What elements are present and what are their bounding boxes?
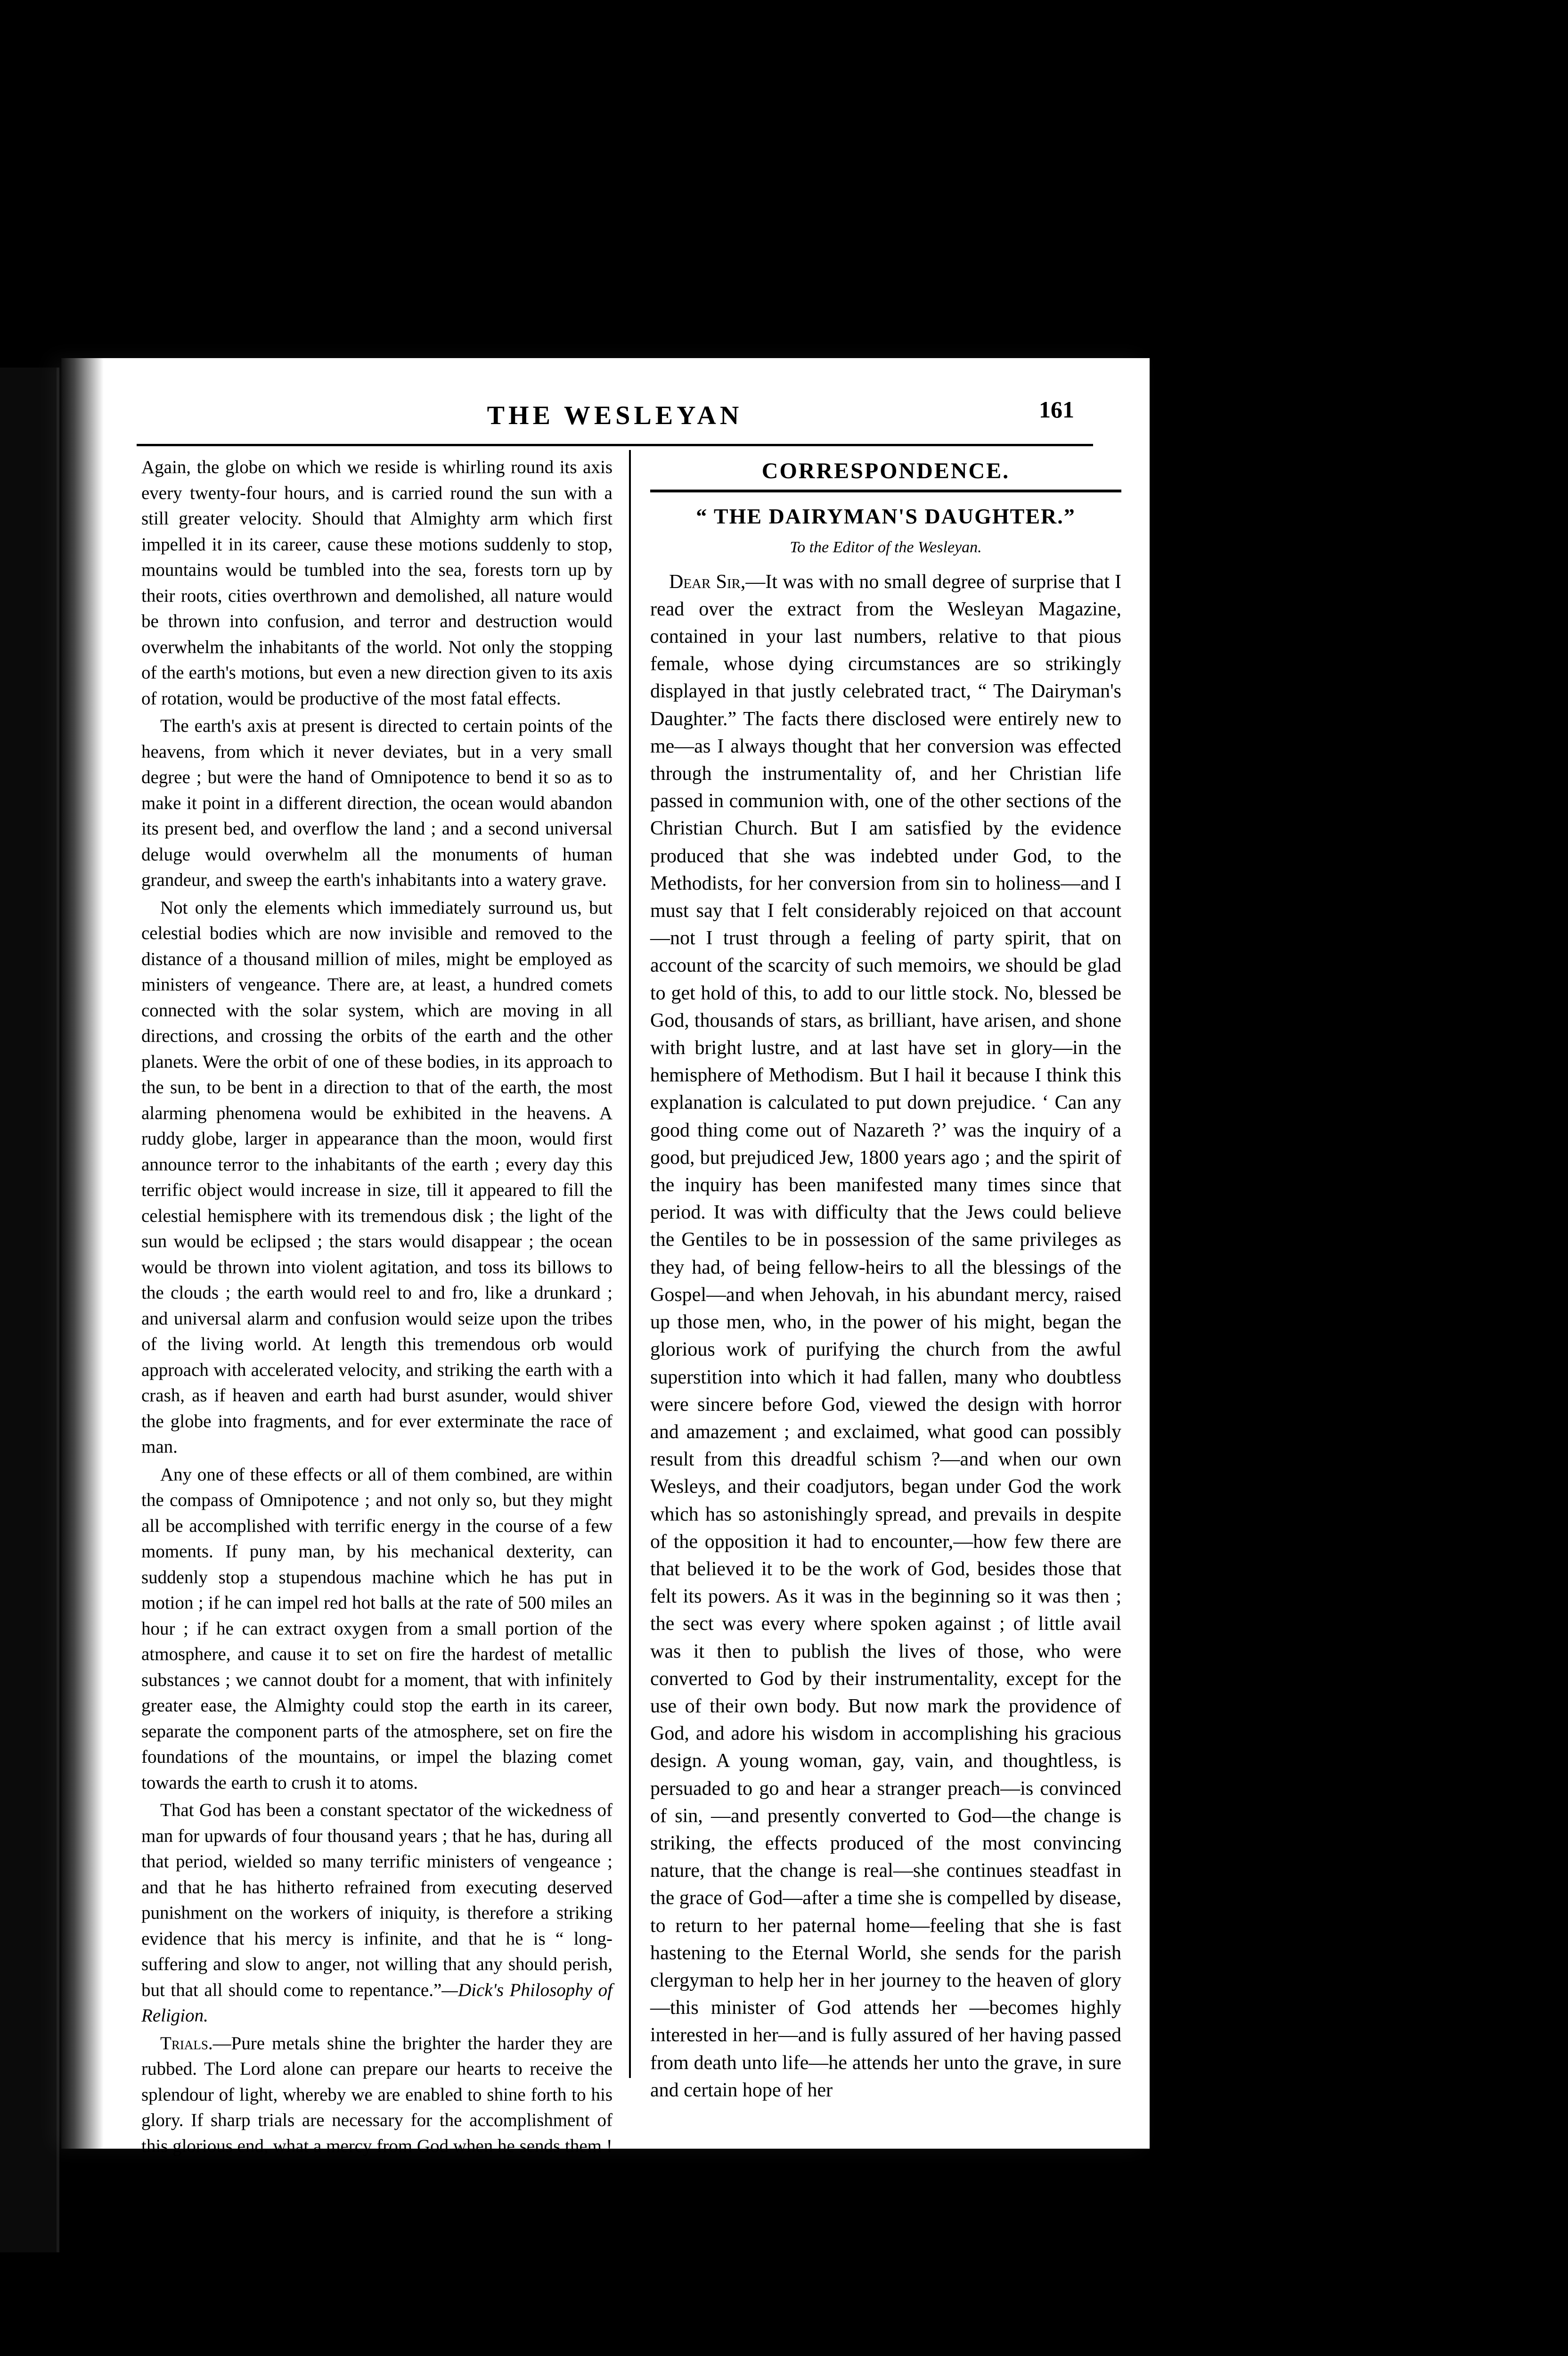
column-divider	[629, 450, 631, 2078]
paragraph-trials	[141, 2031, 612, 2160]
paragraph-omnipotence: Any one of these effects or all of them combined, are within the compass of Omnipotence ; and not only so, but they might all be accomplished with terrific energy in the course of a few moments. If puny man, by his mechanical dexterity, can suddenly stop a stupendous machine which he has put in motion ; if he can impel red hot balls at the rate of 500 miles an hour ; if he can extract oxygen from a small portion of the atmosphere, and cause it to set on fire the hardest of metallic substances ; we cannot doubt for a moment, that with infinitely greater ease, the Almighty could stop the earth in its career, separate the component parts of the atmosphere, set on fire the foundations of the mountains, or impel the blazing comet towards the earth to crush it to atoms.	[141, 1464, 612, 1793]
left-column	[141, 455, 612, 2156]
paragraph-long-suffering-text: That God has been a constant spectator of the wickedness of man for upwards of four thousand years ; that he has, during all that period, wielded so many terrific ministers of vengeance ; and that he has hitherto refrained from executing deserved punishment on the workers of iniquity, is therefore a striking evidence that his mercy is infinite, and that he is “ long-suffering and slow to anger, not willing that any should perish, but that all should come to repentance.”	[141, 1800, 612, 2000]
bleed-through-text	[13, 424, 32, 2168]
paragraph-comets: Not only the elements which immediately surround us, but celestial bodies which are now invisible and removed to the distance of a thousand million of miles, might be employed as ministers of vengeance. There are, at least, a hundred comets connected with the solar system, which are moving in all directions, and crossing the orbits of the earth and the other planets. Were the orbit of one of these bodies, in its approach to the sun, to be bent in a direction to that of the earth, the most alarming phenomena would be exhibited in the heavens. A ruddy globe, larger in appearance than the moon, would first announce terror to the inhabitants of the earth ; every day this terrific object would increase in size, till it appeared to fill the celestial hemisphere with its tremendous disk ; the light of the sun would be eclipsed ; the stars would disappear ; the ocean would be thrown into violent agitation, and toss its billows to the clouds ; the earth would reel to and fro, like a drunkard ; and universal alarm and confusion would seize upon the tribes of the living world. At length this tremendous orb would approach with accelerated velocity, and striking the earth with a crash, as if heaven and earth had burst asunder, would shiver the globe into fragments, and for ever exterminate the race of man.	[141, 897, 612, 1457]
right-column	[650, 455, 1121, 2101]
salutation: Dear Sir,	[669, 571, 746, 593]
page-number: 161	[1039, 396, 1074, 423]
header-rule	[137, 444, 1093, 446]
letter-text: —It was with no small degree of surprise that I read over the extract from the Wesleyan Magazine, contained in your last numbers, relative to that pious female, whose dying circumstances are so strikingly displayed in that justly celebrated tract, “ The Dairyman's Daughter.” The facts there disclosed were entirely new to me—as I always thought that her conversion was effected through the instrumentality of, and her Christian life passed in communion with, one of the other sections of the Christian Church. But I am satisfied by the evidence produced that she was indebted under God, to the Methodists, for her conversion from sin to holiness—and I must say that I felt considerably rejoiced on that account —not I trust through a feeling of party spirit, that on account of the scarcity of such memoirs, we should be glad to get hold of this, to add to our little stock. No, blessed be God, thousands of stars, as brilliant, have arisen, and shone with bright lustre, and at last have set in glory—in the hemisphere of Methodism. But I hail it because I think this explanation is calculated to put down prejudice. ‘ Can any good thing come out of Nazareth ?’ was the inquiry of a good, but prejudiced Jew, 1800 years ago ; and the spirit of the inquiry has been manifested many times since that period. It was with difficulty that the Jews could believe the Gentiles to be in possession of the same privileges as they had, of being fellow-heirs to all the blessings of the Gospel—and when Jehovah, in his abundant mercy, raised up those men, who, in the power of his might, began the glorious work of purifying the church from the awful superstition into which it had fallen, many who doubtless were sincere before God, viewed the design with horror and amazement ; and exclaimed, what good can possibly result from this dreadful schism ?—and when our own Wesleys, and their coadjutors, began under God the work which has so astonishingly spread, and prevails in despite of the opposition it had to encounter,—how few there are that believed it to be the work of God, besides those that felt its powers. As it was in the beginning so it was then ; the sect was every where spoken against ; of little avail was it then to publish the lives of those, who were converted to God by their instrumentality, except for the use of their own body. But now mark the providence of God, and adore his wisdom in accomplishing his gracious design. A young woman, gay, vain, and thoughtless, is persuaded to go and hear a stranger preach—is convinced of sin, —and presently converted to God—the change is striking, the effects produced of the most convincing nature, that the change is real—she continues steadfast in the grace of God—after a time she is compelled by disease, to return to her paternal home—feeling that she is fast hastening to the Eternal World, she sends for the parish clergyman to help her in her journey to the heaven of glory—this minister of God attends her —becomes highly interested in her—and is fully assured of her having passed from death unto life—he attends her unto the grave, in sure and certain hope of her	[650, 571, 1121, 2101]
section-title: CORRESPONDENCE.	[761, 458, 1010, 483]
page-header	[137, 391, 1093, 443]
article-title: “ THE DAIRYMAN'S DAUGHTER.”	[696, 504, 1076, 529]
trials-label: Trials.	[160, 2033, 213, 2053]
paragraph-globe-rotation: Again, the globe on which we reside is whirling round its axis every twenty-four hours, and is carried round the sun with a still greater velocity. Should that Almighty arm which first impelled it in its career, cause these motions suddenly to stop, mountains would be tumbled into the sea, forests torn up by their roots, cities overthrown and demolished, all nature would be thrown into confusion, and terror and destruction would overwhelm the inhabitants of the world. Not only the stopping of the earth's motions, but even a new direction given to its axis of rotation, would be productive of the most fatal effects.	[141, 457, 612, 709]
running-head: THE WESLEYAN	[487, 401, 743, 430]
scanner-margin	[0, 368, 59, 2252]
trials-text: —Pure metals shine the brighter the harder they are rubbed. The Lord alone can prepare our hearts to receive the splendour of light, whereby we are enabled to shine forth to his glory. If sharp trials are necessary for the accomplishment of this glorious end, what a mercy from God when he sends them !	[141, 2033, 612, 2156]
attribution: —Dick's Philosophy of Religion.	[141, 1980, 612, 2026]
section-rule	[650, 490, 1121, 492]
paragraph-long-suffering	[141, 1798, 612, 2029]
dedication: To the Editor of the Wesleyan.	[790, 539, 982, 556]
letter-body	[650, 568, 1121, 2104]
newspaper-page	[61, 358, 1150, 2156]
paragraph-earth-axis: The earth's axis at present is directed to certain points of the heavens, from which it never deviates, but in a very small degree ; but were the hand of Omnipotence to bend it so as to make it point in a different direction, the ocean would abandon its present bed, and overflow the land ; and a second universal deluge would overwhelm all the monuments of human grandeur, and sweep the earth's inhabitants into a watery grave.	[141, 716, 612, 890]
